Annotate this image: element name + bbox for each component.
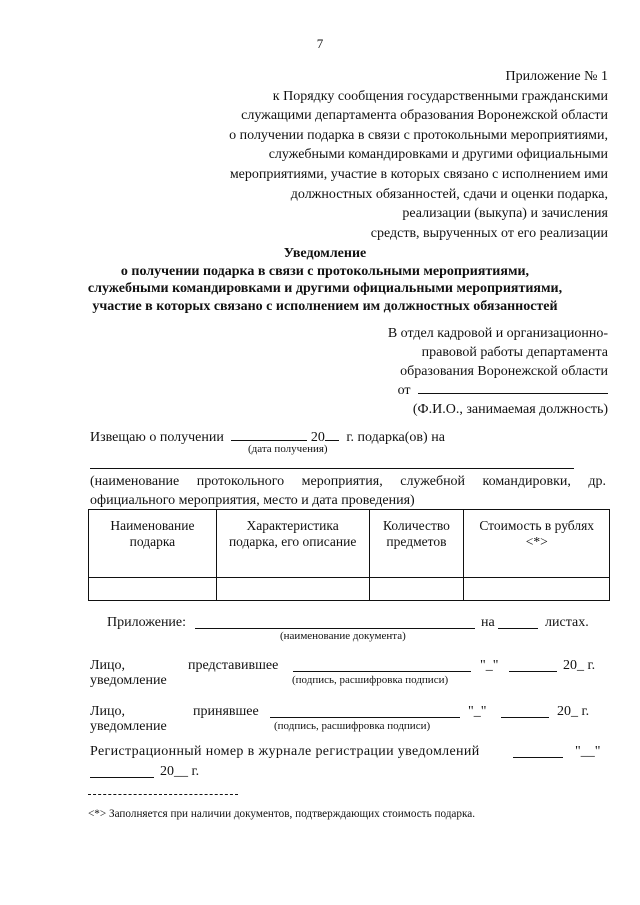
submitted-word1: Лицо, [90, 658, 125, 673]
title-line: Уведомление [283, 246, 367, 261]
submitted-caption: (подпись, расшифровка подписи) [292, 674, 449, 686]
accepted-caption: (подпись, расшифровка подписи) [274, 720, 431, 732]
attachment-caption: (наименование документа) [280, 630, 406, 642]
appendix-block [178, 67, 608, 243]
addressee-from-label: от [397, 383, 411, 398]
accepted-word2: уведомление [90, 719, 167, 734]
event-field[interactable] [90, 468, 574, 469]
appendix-line: служебными командировками и другими официальными [268, 147, 608, 163]
col-description-header: Характеристика подарка, его описание [216, 510, 369, 578]
appendix-line: о получении подарка в связи с протокольными мероприятиями, [229, 127, 608, 143]
receipt-year-field[interactable] [325, 428, 339, 441]
title-line: участие в которых связано с исполнением им должностных обязанностей [92, 298, 558, 314]
col-quantity-header: Количество предметов [369, 510, 464, 578]
accepted-verb: принявшее [193, 704, 259, 719]
footnote: <*> Заполняется при наличии документов, подтверждающих стоимость подарка. [88, 808, 475, 820]
submitted-month-field[interactable] [509, 671, 557, 672]
registration-date-field[interactable] [90, 777, 154, 778]
receipt-date-field[interactable] [231, 428, 307, 441]
addressee-block [308, 324, 608, 419]
submitted-year: 20_ г. [563, 658, 596, 673]
cell-description[interactable] [216, 578, 369, 601]
appendix-line: средств, вырученных от его реализации [370, 225, 608, 241]
registration-text: Регистрационный номер в журнале регистрации уведомлений [90, 744, 480, 759]
notice-suffix: г. подарка(ов) на [346, 430, 445, 445]
registration-year: 20__ г. [160, 764, 200, 779]
submitted-word2: уведомление [90, 673, 167, 688]
page-number: 7 [316, 36, 324, 51]
addressee-line: В отдел кадровой и организационно- [387, 326, 608, 341]
table-header-row [89, 510, 610, 578]
title-line: служебными командировками и другими официальными мероприятиями, [87, 281, 563, 297]
notice-prefix: Извещаю о получении [90, 430, 224, 445]
cell-cost[interactable] [464, 578, 610, 601]
receipt-date-caption: (дата получения) [248, 443, 328, 455]
attachment-label: Приложение: [107, 615, 187, 630]
accepted-word1: Лицо, [90, 704, 125, 719]
registration-day: "__" [575, 744, 601, 759]
footnote-separator [88, 794, 238, 795]
accepted-month-field[interactable] [501, 717, 549, 718]
cell-quantity[interactable] [369, 578, 464, 601]
appendix-heading: Приложение № 1 [505, 69, 608, 84]
col-gift-name-header: Наименование подарка [89, 510, 217, 578]
appendix-line: реализации (выкупа) и зачисления [402, 206, 608, 222]
appendix-line: служащими департамента образования Воронежской области [241, 108, 608, 124]
appendix-line: мероприятиями, участие в которых связано с исполнением ими [229, 166, 608, 182]
submitted-signature-field[interactable] [293, 671, 471, 672]
cell-gift-name[interactable] [89, 578, 217, 601]
accepted-day: "_" [468, 704, 487, 719]
addressee-line: правовой работы департамента [421, 345, 608, 360]
attachment-field[interactable] [195, 628, 475, 629]
submitted-day: "_" [480, 658, 499, 673]
table-row [89, 578, 610, 601]
event-caption: (наименование протокольного мероприятия, служебной командировки, др. официального мероприятия, место и дата проведения) [90, 474, 606, 508]
col-cost-header: Стоимость в рублях <*> [464, 510, 610, 578]
notice-year-prefix: 20 [310, 430, 325, 445]
registration-number-field[interactable] [513, 757, 563, 758]
appendix-line: должностных обязанностей, сдачи и оценки подарка, [290, 186, 608, 202]
submitted-verb: представившее [188, 658, 279, 673]
addressee-line: образования Воронежской области [400, 364, 608, 379]
addressee-from-caption: (Ф.И.О., занимаемая должность) [412, 402, 608, 417]
addressee-from-row [308, 381, 608, 400]
title-line: о получении подарка в связи с протокольными мероприятиями, [120, 263, 530, 279]
accepted-year: 20_ г. [557, 704, 590, 719]
sheets-count-field[interactable] [498, 628, 538, 629]
gift-table [88, 509, 610, 601]
attachment-on: на [481, 615, 495, 630]
appendix-line: к Порядку сообщения государственными гражданскими [272, 88, 608, 104]
attachment-sheets: листах. [545, 615, 589, 630]
document-title [60, 245, 590, 315]
addressee-from-field[interactable] [418, 381, 608, 394]
accepted-signature-field[interactable] [270, 717, 460, 718]
